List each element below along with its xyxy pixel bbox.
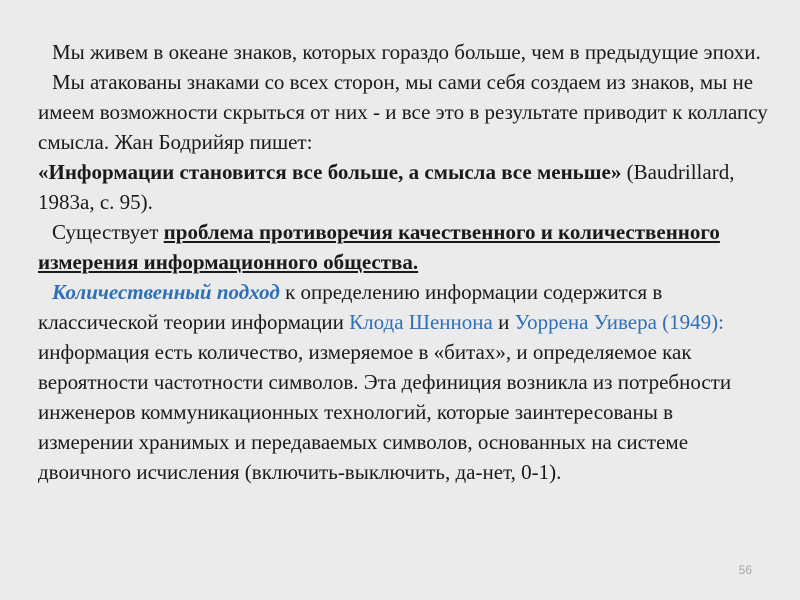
problem-statement: проблема противоречия качественного и количественного измерения информационного общества.: [38, 220, 720, 274]
text-definition-intro: к определению информации содержится в классической теории информации: [38, 280, 663, 334]
term-quantitative-approach: Количественный подход: [52, 280, 280, 304]
page-number: 56: [738, 563, 752, 577]
text-exists: Существует: [52, 220, 164, 244]
text-attacked-by-signs: Мы атакованы знаками со всех сторон, мы сами себя создаем из знаков, мы не имеем возможности скрыться от них - и все это в результате приводит к коллапсу смысла. Жан Бодрийяр пишет:: [38, 70, 768, 154]
text-information-bits: информация есть количество, измеряемое в «битах», и определяемое как вероятности частотности символов. Эта дефиниция возникла из потребности инженеров коммуникационных технологий, которые заинтересованы в измерении хранимых и передаваемых символов, основанных на системе двоичного исчисления (включить-выключить, да-нет, 0-1).: [38, 340, 732, 484]
paragraph-signs-ocean: [38, 37, 770, 67]
paragraph-quantitative-approach: [38, 277, 770, 487]
text-signs-ocean: Мы живем в океане знаков, которых гораздо больше, чем в предыдущие эпохи.: [52, 40, 761, 64]
slide-body: [38, 37, 770, 487]
text-and: и: [492, 310, 515, 334]
name-weaver: Уоррена Уивера (1949):: [514, 310, 724, 334]
baudrillard-quote: «Информации становится все больше, а смысла все меньше»: [38, 160, 622, 184]
name-shannon: Клода Шеннона: [349, 310, 493, 334]
paragraph-attacked-by-signs: [38, 67, 770, 157]
baudrillard-citation: (Baudrillard, 1983а, с. 95).: [38, 160, 735, 214]
paragraph-baudrillard-quote: [38, 157, 770, 217]
paragraph-problem: [38, 217, 770, 277]
